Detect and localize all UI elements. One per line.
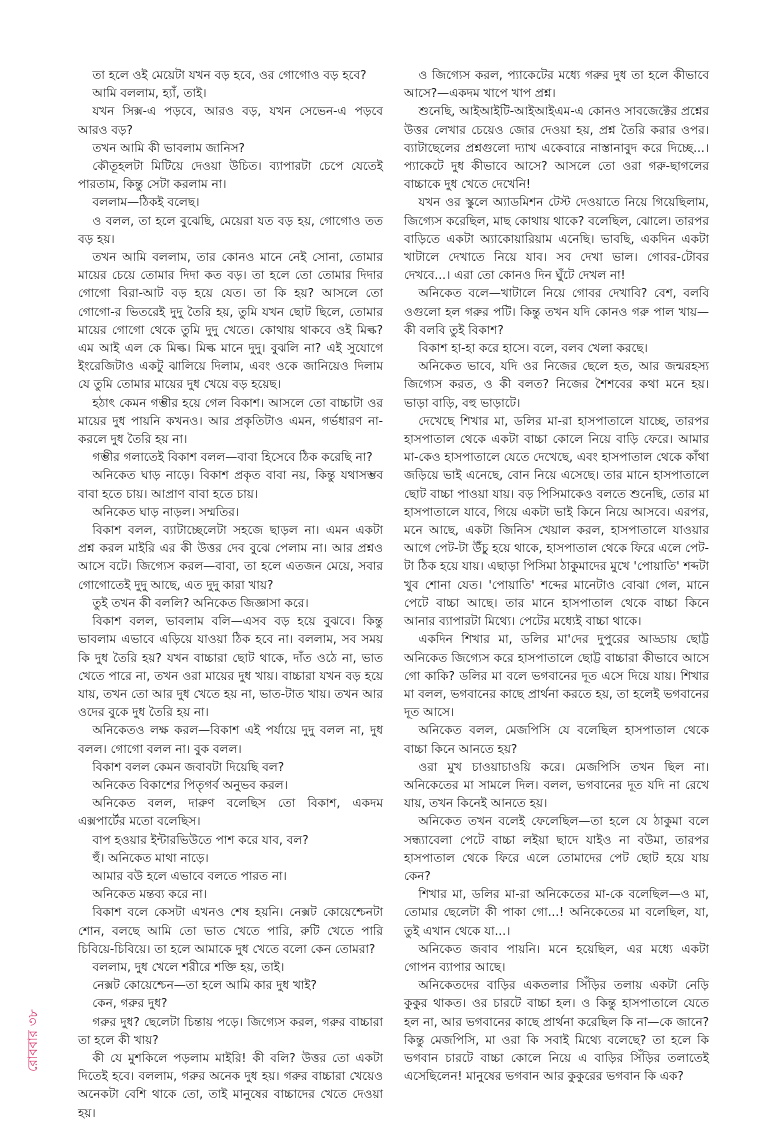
body-paragraph: গম্ভীর গলাতেই বিকাশ বলল—বাবা হিসেবে ঠিক করেছি না? <box>92 450 373 465</box>
body-paragraph: অনিকেত মন্তব্য করে না। <box>92 887 207 902</box>
side-label-text: রোববার ৩৮ <box>25 1008 41 1072</box>
body-paragraph: কৌতূহলটা মিটিয়ে দেওয়া উচিত। ব্যাপারটা চেপে যেতেই পারতাম, কিন্তু সেটা করলাম না। <box>78 159 383 192</box>
body-paragraph: হুঁ। অনিকেত মাথা নাড়ে। <box>92 850 209 865</box>
body-paragraph: তখন আমি কী ভাবলাম জানিস? <box>92 140 245 155</box>
body-paragraph: দেখেছে শিখার মা, ডলির মা-রা হাসপাতালে যাচ্ছে, তারপর হাসপাতাল থেকে একটা বাচ্চা কোলে নিয়ে বাড়ি ফেরে। আমার মা-কেও হাসপাতালে যেতে দেখেছে, এবং হাসপাতাল থেকে কাঁথা জড়িয়ে ভাই এনেছে, বোন নিয়ে এসেছে। তার মানে হাসপাতালে ছোট বাচ্চা পাওয়া যায়। বড় পিসিমাকেও বলতে শুনেছি, তোর মা হাসপাতালে যাবে, গিয়ে একটা ভাই কিনে নিয়ে আসবে। এরপর, মনে আছে, একটা জিনিস খেয়াল করল, হাসপাতালে যাওয়ার আগে পেট-টা উঁচু হয়ে থাকে, হাসপাতাল থেকে ফিরে এলে পেট-টা ঠিক হয়ে যায়। এছাড়া পিসিমা ঠাকুমাদের মুখে 'পোয়াতি' শব্দটা খুব শোনা যেত। 'পোয়াতি' শব্দের মানেটাও বোঝা গেল, মানে পেটে বাচ্চা আছে। তার মানে হাসপাতাল থেকে বাচ্চা কিনে আনার ব্যাপারটা মিথ্যে। পেটের মধ্যেই বাচ্চা থাকে। <box>404 413 709 629</box>
body-paragraph: অনিকেতও লক্ষ করল—বিকাশ এই পর্যায়ে দুদু বলল না, দুধ বলল। গোগো বলল না। বুক বলল। <box>78 723 383 756</box>
body-paragraph: তুই তখন কী বললি? অনিকেত জিজ্ঞাসা করে। <box>92 595 309 610</box>
body-paragraph: যখন ওর স্কুলে অ্যাডমিশন টেস্ট দেওয়াতে নিয়ে গিয়েছিলাম, জিগ্যেস করেছিল, মাছ কোথায় থাকে? বলেছিল, ঝোলে। তারপর বাড়িতে একটা অ্যাকোয়ারিয়াম এনেছি। ভাবছি, একদিন একটা খাটালে দেখাতে নিয়ে যাব। সব দেখা ভাল। গোবর-টোবর দেখবে...। এরা তো কোনও দিন ঘুঁটে দেখল না! <box>404 195 709 283</box>
body-paragraph: আমার বউ হলে এভাবে বলতে পারত না। <box>92 868 287 883</box>
body-paragraph: শুনেছি, আইআইটি-আইআইএম-এ কোনও সাবজেক্টের প্রশ্নের উত্তর লেখার চেয়েও জোর দেওয়া হয়, প্রশ্ন তৈরি করার ওপর। ব্যাটাছেলের প্রশ্নগুলো দ্যাখ একেবারে নাস্তানাবুদ করে দিচ্ছে...। প্যাকেটে দুধ কীভাবে আসে? আসলে তো ওরা গরু-ছাগলের বাচ্চাকে দুধ খেতে দেখেনি! <box>404 104 709 192</box>
body-paragraph: অনিকেত ভাবে, যদি ওর নিজের ছেলে হত, আর জন্মরহস্য জিগ্যেস করত, ও কী বলত? নিজের শৈশবের কথা মনে হয়। ভাড়া বাড়ি, বহু ভাড়াটে। <box>404 359 709 410</box>
body-paragraph: গরুর দুধ? ছেলেটা চিন্তায় পড়ে। জিগ্যেস করল, গরুর বাচ্চারা তা হলে কী খায়? <box>78 1014 383 1047</box>
body-paragraph: নেক্সট কোয়েশ্চেন—তা হলে আমি কার দুধ খাই? <box>92 978 317 993</box>
body-paragraph: অনিকেত তখন বলেই ফেলেছিল—তা হলে যে ঠাকুমা বলে সন্ধ্যাবেলা পেটে বাচ্চা লইয়া ছাদে যাইও না বউমা, তারপর হাসপাতাল থেকে ফিরে এলে তোমাদের পেট ছোট হয়ে যায় কেন? <box>404 814 709 883</box>
body-paragraph: ও জিগ্যেস করল, প্যাকেটের মধ্যে গরুর দুধ তা হলে কীভাবে আসে?—একদম খাপে খাপ প্রশ্ন। <box>404 68 709 101</box>
body-paragraph: অনিকেত ঘাড় নাড়ে। বিকাশ প্রকৃত বাবা নয়, কিন্তু যথাসম্ভব বাবা হতে চায়। আপ্রাণ বাবা হতে চায়। <box>78 468 383 501</box>
body-paragraph: বাপ হওয়ার ইন্টারভিউতে পাশ করে যাব, বল? <box>92 832 309 847</box>
page-side-label <box>18 1000 50 1080</box>
body-paragraph: বললাম—ঠিকই বলেছ। <box>92 195 200 210</box>
body-paragraph: অনিকেত ঘাড় নাড়ল। সম্মতির। <box>92 504 240 519</box>
body-paragraph: অনিকেত বলে—খাটালে নিয়ে গোবর দেখাবি? বেশ, বলবি ওগুলো হল গরুর পটি। কিন্তু তখন যদি কোনও গরু পাল খায়—কী বলবি তুই বিকাশ? <box>404 286 709 337</box>
body-paragraph: শিখার মা, ডলির মা-রা অনিকেতের মা-কে বলেছিল—ও মা, তোমার ছেলেটা কী পাকা গো...! অনিকেতের মা বলেছিল, যা, তুই এখান থেকে যা...। <box>404 887 709 938</box>
body-paragraph: একদিন শিখার মা, ডলির মা'দের দুপুরের আড্ডায় ছোট্ট অনিকেত জিগ্যেস করে হাসপাতালে ছোট্ট বাচ্চারা কীভাবে আসে গো কাকি? ডলির মা বলে ভগবানের দূত এসে দিয়ে যায়। শিখার মা বলল, ভগবানের কাছে প্রার্থনা করতে হয়, তা হলেই ভগবানের দূত আসে। <box>404 632 709 720</box>
body-paragraph: অনিকেত বলল, দারুণ বলেছিস তো বিকাশ, একদম এক্সপার্টের মতো বলেছিস। <box>78 796 383 829</box>
body-paragraph: বললাম, দুধ খেলে শরীরে শক্তি হয়, তাই। <box>92 959 285 974</box>
body-paragraph: বিকাশ বলল, ভাবলাম বলি—এসব বড় হয়ে বুঝবে। কিন্তু ভাবলাম এভাবে এড়িয়ে যাওয়া ঠিক হবে না। বললাম, সব সময় কি দুধ তৈরি হয়? যখন বাচ্চারা ছোট থাকে, দাঁত ওঠে না, ভাত খেতে পারে না, তখন ওরা মায়ের দুধ খায়। বাচ্চারা যখন বড় হয়ে যায়, তখন তো আর দুধ খেতে হয় না, ভাত-টাত খায়। তখন আর ওদের বুকে দুধ তৈরি হয় না। <box>78 614 383 720</box>
body-paragraph: তখন আমি বললাম, তার কোনও মানে নেই সোনা, তোমার মায়ের চেয়ে তোমার দিদা কত বড়। তা হলে তো তোমার দিদার গোগো বিরা-আট বড় হয়ে যেত। তা কি হয়? আসলে তো গোগো-র ভিতরেই দুদু তৈরি হয়, তুমি যখন ছোট ছিলে, তোমার মায়ের গোগো থেকে তুমি দুদু খেতে। কোথায় থাকবে ওই মিল্ক? এম আই এল কে মিল্ক। মিল্ক মানে দুদু। বুঝলি না? এই সুযোগে ইংরেজিটাও একটু ঝালিয়ে দিলাম, এবং ওকে জানিয়েও দিলাম যে তুমি তোমার মায়ের দুধ খেয়ে বড় হয়েছ। <box>78 250 383 392</box>
body-paragraph: ওরা মুখ চাওয়াচাওয়ি করে। মেজপিসি তখন ছিল না। অনিকেতের মা সামলে দিল। বলল, ভগবানের দূত যদি না রেখে যায়, তখন কিনেই আনতে হয়। <box>404 759 709 811</box>
body-paragraph: অনিকেতদের বাড়ির একতলার সিঁড়ির তলায় একটা নেড়ি কুকুর থাকত। ওর চারটে বাচ্চা হল। ও কিন্তু হাসপাতালে যেতে হল না, আর ভগবানের কাছে প্রার্থনা করেছিল কি না—কে জানে? কিন্তু মেজপিসি, মা ওরা কি সবাই মিথ্যে বলেছে? তা হলে কি ভগবান চারটে বাচ্চা কোলে নিয়ে এ বাড়ির সিঁড়ির তলাতেই এসেছিলেন! মানুষের ভগবান আর কুকুরের ভগবান কি এক? <box>404 978 709 1084</box>
body-paragraph: আমি বললাম, হ্যাঁ, তাই। <box>92 86 207 101</box>
body-paragraph: বিকাশ বলল, ব্যাটাচ্ছেলেটা সহজে ছাড়ল না। এমন একটা প্রশ্ন করল মাইরি এর কী উত্তর দেব বুঝে পেলাম না। আর প্রশ্নও আসে বটে। জিগ্যেস করল—বাবা, তা হলে এতজন মেয়ে, সবার গোগোতেই দুদু আছে, এত দুদু কারা খায়? <box>78 523 383 592</box>
body-paragraph: অনিকেত জবাব পায়নি। মনে হয়েছিল, এর মধ্যে একটা গোপন ব্যাপার আছে। <box>404 941 709 974</box>
text-column-left <box>78 66 383 1120</box>
body-paragraph: যখন সিক্স-এ পড়বে, আরও বড়, যখন সেভেন-এ পড়বে আরও বড়? <box>78 104 383 137</box>
body-paragraph: বিকাশ বলল কেমন জবাবটা দিয়েছি বল? <box>92 759 285 774</box>
body-paragraph: কেন, গরুর দুধ? <box>92 996 168 1011</box>
body-paragraph: বিকাশ বলে কেসটা এখনও শেষ হয়নি। নেক্সট কোয়েশ্চেনটা শোন, বলছে আমি তো ভাত খেতে পারি, রুটি খেতে পারি চিবিয়ে-চিবিয়ে। তা হলে আমাকে দুধ খেতে বলো কেন তোমরা? <box>78 905 383 956</box>
body-paragraph: অনিকেত বলল, মেজপিসি যে বলেছিল হাসপাতাল থেকে বাচ্চা কিনে আনতে হয়? <box>404 723 709 756</box>
body-paragraph: হঠাৎ কেমন গম্ভীর হয়ে গেল বিকাশ। আসলে তো বাচ্চাটা ওর মায়ের দুধ পায়নি কখনও। আর প্রকৃতিটাও এমন, গর্ভধারণ না-করলে দুধ তৈরি হয় না। <box>78 395 383 447</box>
body-paragraph: ও বলল, তা হলে বুঝেছি, মেয়েরা যত বড় হয়, গোগোও তত বড় হয়। <box>78 213 383 246</box>
body-paragraph: বিকাশ হা-হা করে হাসে। বলে, বলব খেলা করছে। <box>418 341 648 356</box>
text-column-right <box>404 66 709 1084</box>
body-paragraph: কী যে মুশকিলে পড়লাম মাইরি! কী বলি? উত্তর তো একটা দিতেই হবে। বললাম, গরুর অনেক দুধ হয়। গরুর বাচ্চারা খেয়েও অনেকটা বেশি থাকে তো, তাই মানুষের বাচ্চাদের খেতে দেওয়া হয়। <box>78 1050 383 1120</box>
body-paragraph: অনিকেত বিকাশের পিতৃগর্ব অনুভব করল। <box>92 777 288 792</box>
body-paragraph: তা হলে ওই মেয়েটা যখন বড় হবে, ওর গোগোও বড় হবে? <box>92 68 367 82</box>
